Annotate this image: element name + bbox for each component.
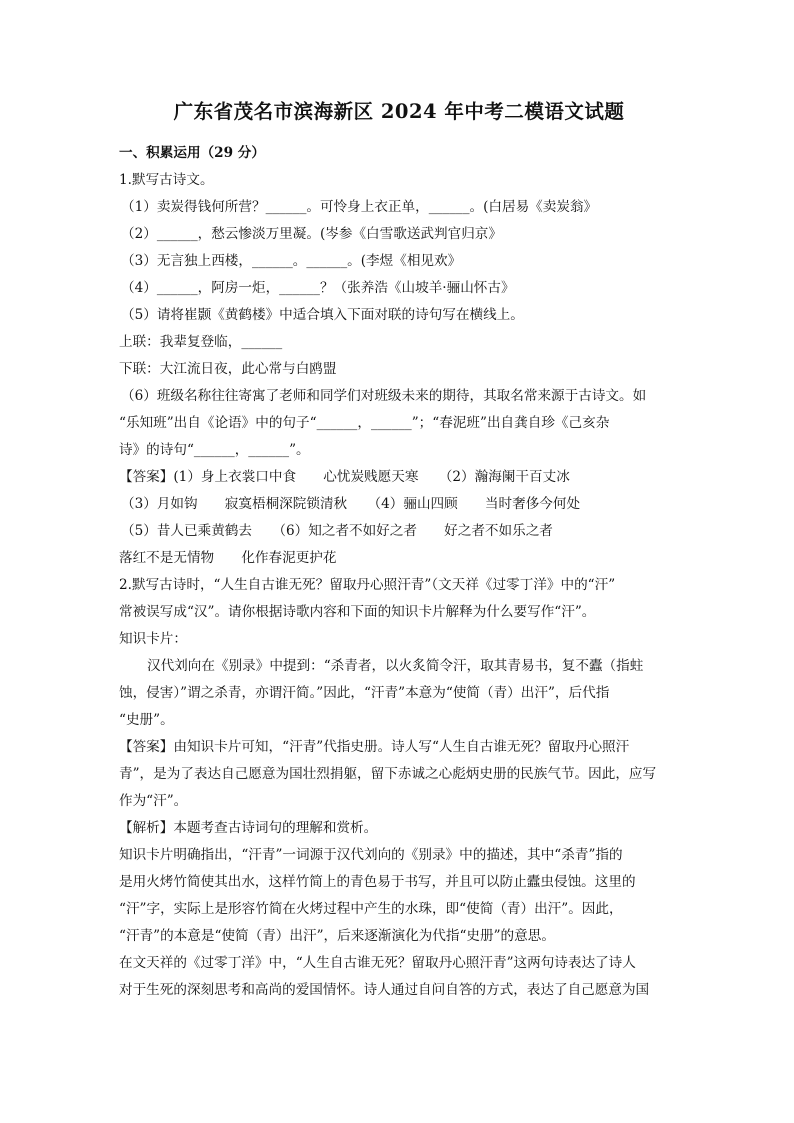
document-page — [119, 96, 679, 1004]
answer-line: 青”，是为了表达自己愿意为国壮烈捐躯，留下赤诚之心彪炳史册的民族气节。因此，应写 — [119, 766, 657, 782]
analysis-line: “汗青”的本意是“使简（青）出汗”，后来逐渐演化为代指“史册”的意思。 — [119, 928, 555, 944]
analysis-line: 知识卡片明确指出，“汗青”一词源于汉代刘向的《别录》中的描述，其中“杀青”指的 — [119, 847, 623, 863]
analysis-line: 是用火烤竹简使其出水，这样竹简上的青色易于书写，并且可以防止蠹虫侵蚀。这里的 — [119, 874, 636, 890]
question-1-item: （6）班级名称往往寄寓了老师和同学们对班级未来的期待，其取名常来源于古诗文。如 — [121, 388, 647, 404]
knowledge-card-text: 蚀，侵害）”谓之杀青，亦谓汗简。”因此，“汗青”本意为“使简（青）出汗”，后代指 — [119, 685, 610, 701]
page-title: 广东省茂名市滨海新区 2024 年中考二模语文试题 — [173, 100, 625, 123]
question-2-stem: 2.默写古诗时，“人生自古谁无死？留取丹心照汗青”（文天祥《过零丁洋》中的“汗” — [119, 577, 616, 593]
answer-line: 作为“汗”。 — [119, 793, 188, 809]
question-1-item: （2）______，愁云惨淡万里凝。(岑参《白雪歌送武判官归京》 — [121, 226, 502, 242]
couplet-upper: 上联：我辈复登临，______ — [119, 334, 283, 350]
analysis-line: 对于生死的深刻思考和高尚的爱国情怀。诗人通过自问自答的方式，表达了自己愿意为国 — [119, 982, 650, 998]
section-heading: 一、积累运用（29 分） — [119, 145, 265, 161]
knowledge-card-text: 汉代刘向在《别录》中提到：“杀青者，以火炙简令汗，取其青易书，复不蠹（指蛀 — [147, 658, 644, 674]
question-1-item: （4）______，阿房一炬，______？（张养浩《山坡羊·骊山怀古》 — [121, 280, 515, 296]
question-1-item: （5）请将崔颢《黄鹤楼》中适合填入下面对联的诗句写在横线上。 — [121, 307, 524, 323]
question-1-item: （1）卖炭得钱何所营？______。可怜身上衣正单，______。(白居易《卖炭翁》 — [121, 199, 598, 215]
answer-line: （3）月如钩 寂寞梧桐深院锁清秋 （4）骊山四顾 当时奢侈今何处 — [121, 496, 581, 512]
analysis-line: 在文天祥的《过零丁洋》中，“人生自古谁无死？留取丹心照汗青”这两句诗表达了诗人 — [119, 955, 636, 971]
question-1-stem: 1.默写古诗文。 — [119, 172, 214, 188]
answer-line: 落红不是无情物 化作春泥更护花 — [119, 550, 337, 566]
answer-line: 【答案】由知识卡片可知，“汗青”代指史册。诗人写“人生自古谁无死？留取丹心照汗 — [119, 739, 630, 755]
question-1-item: 诗》的诗句“______，______”。 — [119, 442, 310, 458]
knowledge-card-text: “史册”。 — [119, 712, 174, 728]
question-1-item: “乐知班”出自《论语》中的句子“______，______”；“春泥班”出自龚自珍《己亥杂 — [119, 415, 610, 431]
answer-line: （5）昔人已乘黄鹤去 （6）知之者不如好之者 好之者不如乐之者 — [121, 523, 553, 539]
knowledge-card-label: 知识卡片： — [119, 631, 187, 647]
question-1-item: （3）无言独上西楼，______。______。(李煜《相见欢》 — [121, 253, 462, 269]
answer-line: 【答案】(1）身上衣裳口中食 心忧炭贱愿天寒 （2）瀚海阑干百丈冰 — [119, 469, 570, 485]
question-2-stem: 常被误写成“汉”。请你根据诗歌内容和下面的知识卡片解释为什么要写作“汗”。 — [119, 604, 596, 620]
analysis-line: 【解析】本题考查古诗词句的理解和赏析。 — [119, 820, 378, 836]
couplet-lower: 下联：大江流日夜，此心常与白鸥盟 — [119, 361, 337, 377]
analysis-line: “汗”字，实际上是形容竹简在火烤过程中产生的水珠，即“使简（青）出汗”。因此， — [119, 901, 623, 917]
